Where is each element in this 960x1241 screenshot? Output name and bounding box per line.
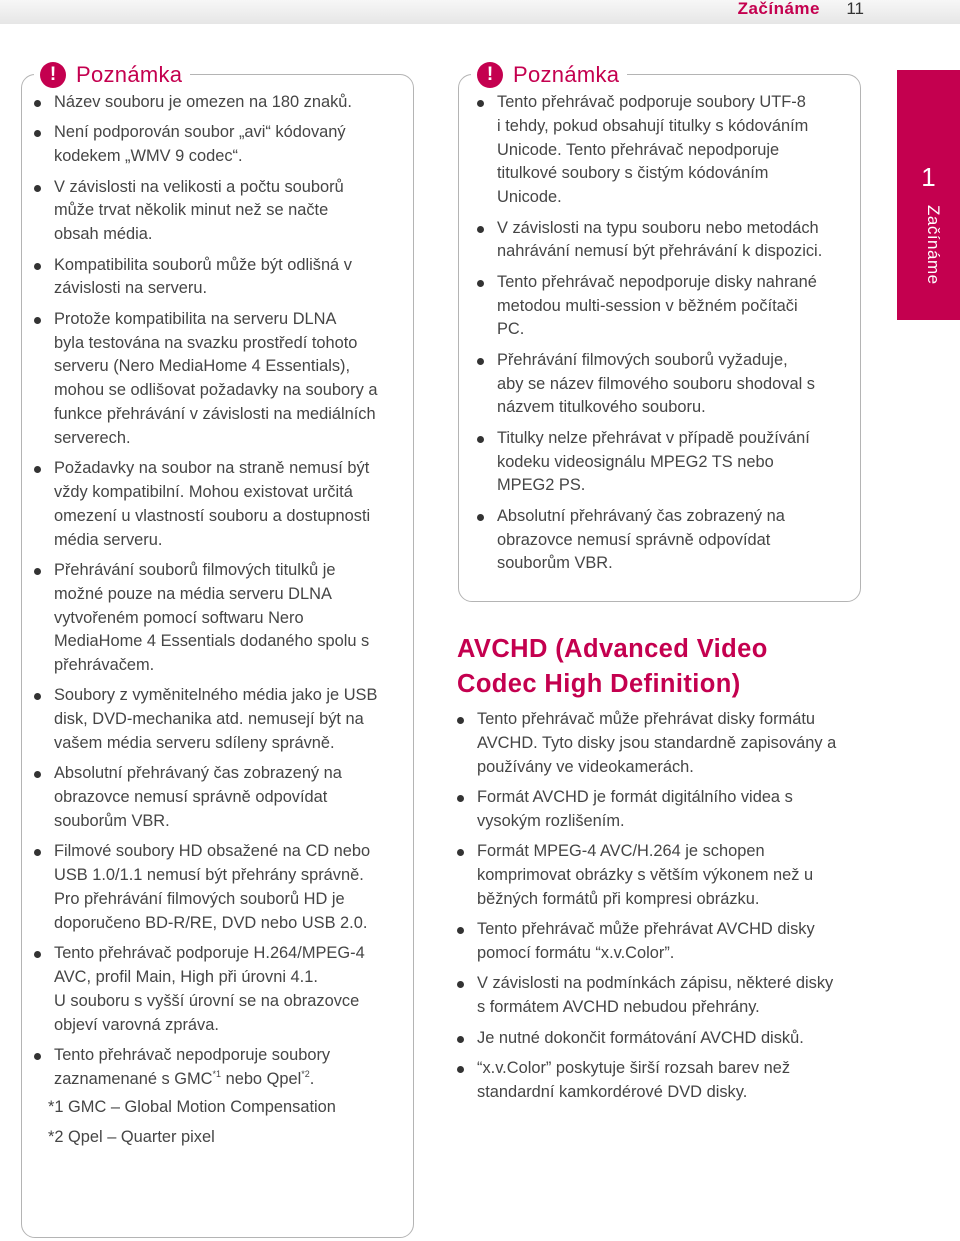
item-text-line: Soubory z vyměnitelného média jako je USB xyxy=(54,686,378,705)
item-text-line: standardní kamkordérové DVD disky. xyxy=(477,1082,748,1101)
list-item xyxy=(471,427,857,498)
note-box-right xyxy=(458,62,861,602)
list-item xyxy=(451,1027,871,1051)
item-text-fragment: nebo Qpel xyxy=(221,1069,302,1088)
item-text-line: Je nutné dokončit formátování AVCHD disků. xyxy=(477,1028,804,1047)
item-text-line: Tento přehrávač nepodporuje soubory xyxy=(54,1046,331,1065)
item-text-line: obrazovce nemusí správně odpovídat xyxy=(54,788,328,807)
item-text-line: Požadavky na soubor na straně nemusí být xyxy=(54,459,370,478)
list-item xyxy=(28,121,408,169)
item-text-line: serveru (Nero MediaHome 4 Essentials), xyxy=(54,357,351,376)
item-text-line: U souboru s vyšší úrovní se na obrazovce xyxy=(54,991,360,1010)
note-list xyxy=(28,91,408,1098)
item-text-line: aby se název filmového souboru shodoval s xyxy=(497,374,815,393)
list-item xyxy=(28,942,408,1037)
note-box-left xyxy=(21,62,414,1238)
item-text-line: Unicode. xyxy=(497,188,562,207)
list-item xyxy=(451,708,871,779)
list-item xyxy=(451,918,871,966)
item-text-line: souborům VBR. xyxy=(54,812,170,831)
item-text-line: běžných formátů při kompresi obrázku. xyxy=(477,889,760,908)
item-text-line: PC. xyxy=(497,320,525,339)
note-header xyxy=(471,61,627,89)
item-text-line: USB 1.0/1.1 nemusí být přehrány správně. xyxy=(54,866,364,885)
item-text-line: V závislosti na podmínkách zápisu, některé disky xyxy=(477,974,834,993)
footnote-marker: *1 xyxy=(212,1068,222,1079)
page-header xyxy=(0,0,960,24)
note-title: Poznámka xyxy=(76,62,183,87)
item-text-line: Unicode. Tento přehrávač nepodporuje xyxy=(497,140,780,159)
item-text-line: Titulky nelze přehrávat v případě používání xyxy=(497,428,810,447)
item-text-line: Přehrávání souborů filmových titulků je xyxy=(54,560,336,579)
item-text-line: Není podporován soubor „avi“ kódovaný xyxy=(54,123,346,142)
list-item xyxy=(471,217,857,265)
note-title: Poznámka xyxy=(513,62,620,87)
item-text-line: Přehrávání filmových souborů vyžaduje, xyxy=(497,350,788,369)
chapter-label: Začínáme xyxy=(924,205,943,285)
item-text-line: může trvat několik minut než se načte xyxy=(54,201,329,220)
item-text-line: používány ve videokamerách. xyxy=(477,757,694,776)
item-text-line: objeví varovná zpráva. xyxy=(54,1015,219,1034)
item-text-line: disk, DVD-mechanika atd. nemusejí být na xyxy=(54,710,364,729)
section-heading xyxy=(457,632,768,702)
item-text-line: metodou multi-session v běžném počítači xyxy=(497,296,798,315)
item-text-line: “x.v.Color” poskytuje širší rozsah barev než xyxy=(477,1058,791,1077)
footnote-marker: *2 xyxy=(301,1068,310,1079)
item-text-line: Formát AVCHD je formát digitálního videa s xyxy=(477,787,793,806)
list-item xyxy=(471,505,857,576)
list-item xyxy=(451,840,871,911)
item-text-line: Tento přehrávač podporuje soubory UTF-8 xyxy=(497,93,806,111)
page-number: 11 xyxy=(846,0,864,18)
item-text-line: byla testována na svazku prostředí tohoto xyxy=(54,333,358,352)
list-item xyxy=(471,349,857,420)
list-item xyxy=(28,1044,408,1092)
item-text-line xyxy=(54,1068,408,1092)
item-text-line: doporučeno BD-R/RE, DVD nebo USB 2.0. xyxy=(54,913,368,932)
list-item xyxy=(28,176,408,247)
item-text-line: Absolutní přehrávaný čas zobrazený na xyxy=(54,764,342,783)
item-text-line: vždy kompatibilní. Mohou existovat určitá xyxy=(54,482,353,501)
item-text-fragment: . xyxy=(309,1069,315,1088)
item-text-line: i tehdy, pokud obsahují titulky s kódováním xyxy=(497,116,809,135)
item-text-line: Tento přehrávač může přehrávat disky formátu xyxy=(477,710,815,728)
list-item xyxy=(471,271,857,342)
item-text-line: nahrávání nemusí být přehrávání k dispozici. xyxy=(497,242,823,261)
item-text-line: omezení u vlastností souboru a dostupnosti xyxy=(54,506,371,525)
list-item xyxy=(28,254,408,302)
item-text-line: MediaHome 4 Essentials dodaného spolu s xyxy=(54,632,370,651)
exclamation-icon: ! xyxy=(40,62,66,88)
item-text-line: V závislosti na typu souboru nebo metodách xyxy=(497,218,819,237)
note-list xyxy=(471,91,857,583)
chapter-number: 1 xyxy=(921,162,936,192)
footnote: *2 Qpel – Quarter pixel xyxy=(48,1128,215,1146)
heading-line: Codec High Definition) xyxy=(457,670,741,698)
item-text-line: vašem média serveru sdíleny správně. xyxy=(54,734,335,753)
list-item xyxy=(28,308,408,451)
item-text-line: Kompatibilita souborů může být odlišná v xyxy=(54,255,352,274)
list-item xyxy=(451,786,871,834)
chapter-tab xyxy=(897,70,960,320)
list-item xyxy=(28,840,408,935)
item-text-line: přehrávačem. xyxy=(54,656,155,675)
avchd-list xyxy=(451,708,871,1111)
item-text-line: V závislosti na velikosti a počtu souborů xyxy=(54,177,344,196)
item-text-line: pomocí formátu “x.v.Color”. xyxy=(477,943,675,962)
item-text-line: souborům VBR. xyxy=(497,554,613,573)
item-text-line: Filmové soubory HD obsažené na CD nebo xyxy=(54,842,371,861)
list-item xyxy=(28,762,408,833)
note-header xyxy=(34,61,190,89)
item-text-line: AVCHD. Tyto disky jsou standardně zapisovány a xyxy=(477,733,837,752)
item-text-line: Formát MPEG-4 AVC/H.264 je schopen xyxy=(477,842,765,861)
item-text-line: média serveru. xyxy=(54,530,163,549)
item-text-line: Protože kompatibilita na serveru DLNA xyxy=(54,309,337,328)
item-text-line: funkce přehrávání v závislosti na mediálních xyxy=(54,404,376,423)
item-text-line: závislosti na serveru. xyxy=(54,279,208,298)
list-item xyxy=(28,559,408,678)
item-text-line: s formátem AVCHD nebudou přehrány. xyxy=(477,998,760,1017)
heading-line: AVCHD (Advanced Video xyxy=(457,635,768,663)
header-section-title: Začínáme xyxy=(737,0,820,18)
list-item xyxy=(28,457,408,552)
footnote: *1 GMC – Global Motion Compensation xyxy=(48,1098,336,1116)
list-item xyxy=(471,91,857,210)
item-text-line: Pro přehrávání filmových souborů HD je xyxy=(54,890,345,909)
list-item xyxy=(28,91,408,115)
item-text-line: názvem titulkového souboru. xyxy=(497,398,706,417)
item-text-line: Absolutní přehrávaný čas zobrazený na xyxy=(497,506,785,525)
item-text-line: Název souboru je omezen na 180 znaků. xyxy=(54,93,352,111)
item-text-line: obsah média. xyxy=(54,225,153,244)
item-text-line: titulkové soubory s čistým kódováním xyxy=(497,164,769,183)
item-text-line: serverech. xyxy=(54,428,131,447)
item-text-line: mohou se odlišovat požadavky na soubory a xyxy=(54,381,378,400)
item-text-line: Tento přehrávač může přehrávat AVCHD disky xyxy=(477,920,815,939)
list-item xyxy=(28,684,408,755)
item-text-line: MPEG2 PS. xyxy=(497,476,586,495)
item-text-line: komprimovat obrázky s větším výkonem než u xyxy=(477,865,814,884)
item-text-line: Tento přehrávač nepodporuje disky nahrané xyxy=(497,272,817,291)
item-text-line: kodekem „WMV 9 codec“. xyxy=(54,147,243,166)
item-text-line: vytvořeném pomocí softwaru Nero xyxy=(54,608,304,627)
exclamation-icon: ! xyxy=(477,62,503,88)
item-text-line: vysokým rozlišením. xyxy=(477,811,625,830)
list-item xyxy=(451,1057,871,1105)
item-text-line: obrazovce nemusí správně odpovídat xyxy=(497,530,771,549)
item-text-fragment: zaznamenané s GMC xyxy=(54,1069,213,1088)
item-text-line: AVC, profil Main, High při úrovni 4.1. xyxy=(54,968,318,987)
item-text-line: Tento přehrávač podporuje H.264/MPEG-4 xyxy=(54,944,365,963)
item-text-line: možné pouze na média serveru DLNA xyxy=(54,584,332,603)
item-text-line: kodeku videosignálu MPEG2 TS nebo xyxy=(497,452,774,471)
list-item xyxy=(451,972,871,1020)
